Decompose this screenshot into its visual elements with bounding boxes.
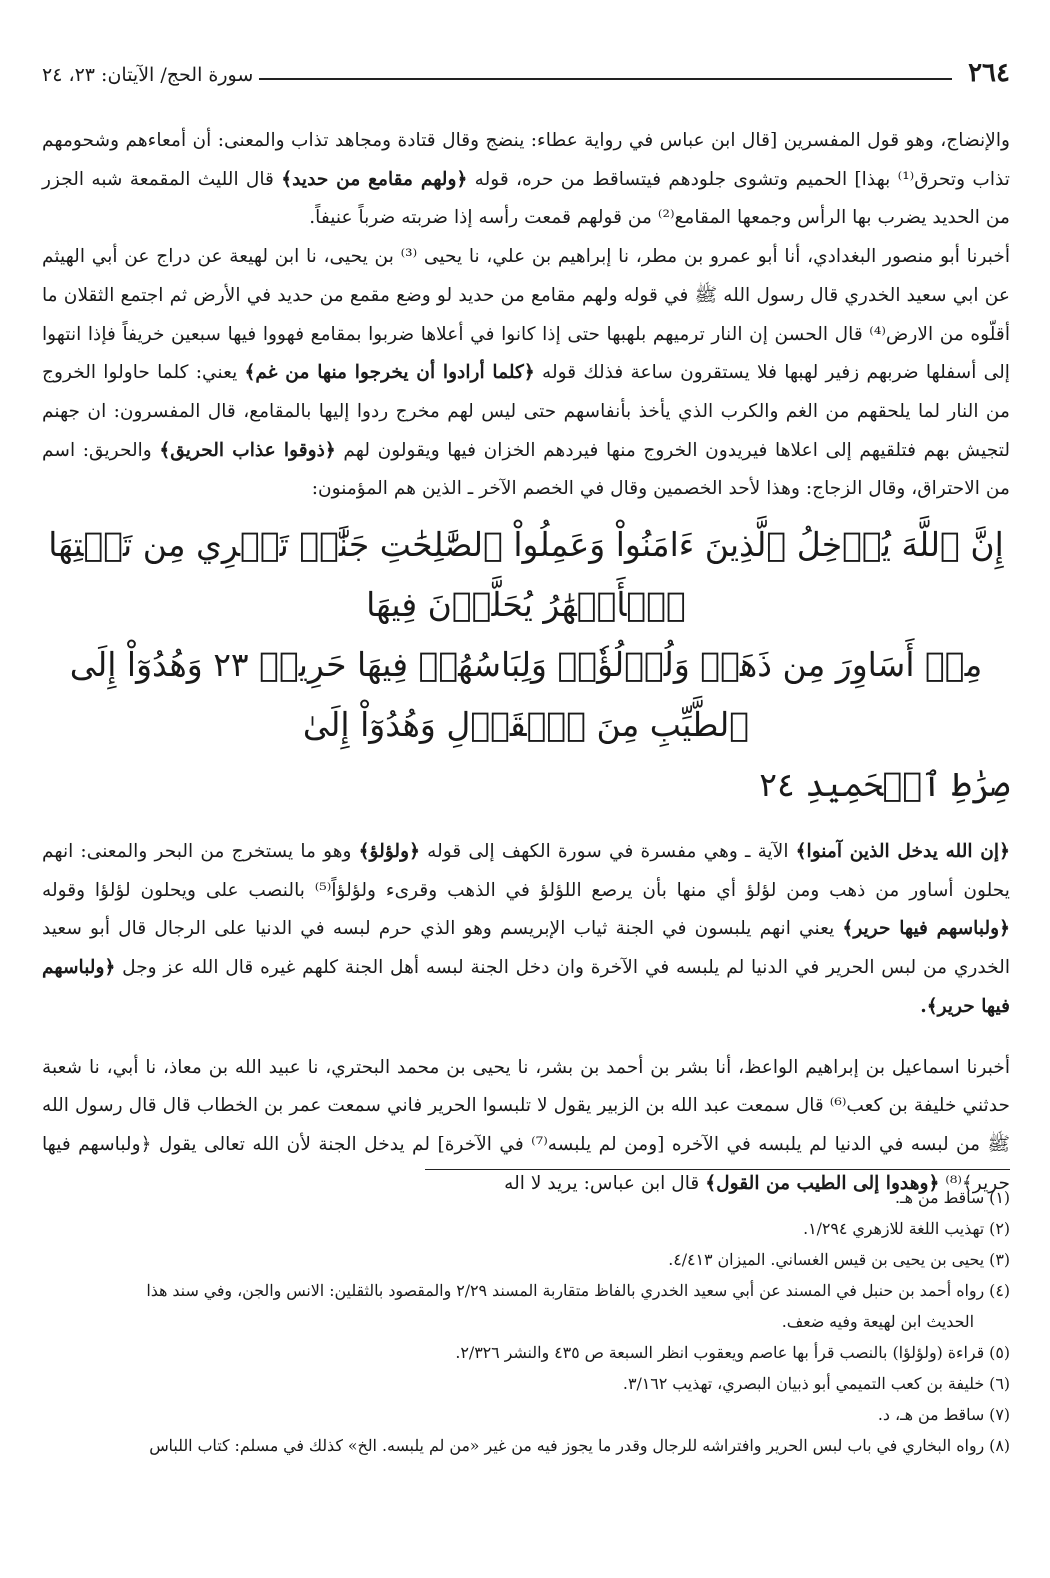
quran-verse	[42, 515, 1010, 815]
footnote-separator	[425, 1169, 1010, 1170]
verse-line-1: إِنَّ ٱللَّهَ يُدۡخِلُ ٱلَّذِينَ ءَامَنُواْ وَعَمِلُواْ ٱلصَّٰلِحَٰتِ جَنَّٰتٖ تَجۡرِي مِن تَحۡتِهَا ٱلۡأَنۡهَٰرُ يُحَلَّوۡنَ فِيهَا	[48, 525, 1004, 625]
p3-quote-3: ﴿ولباسهم فيها حرير﴾	[842, 918, 1010, 940]
p2-quote-1: ﴿كلما أرادوا أن يخرجوا منها من غم﴾	[244, 362, 535, 384]
paragraph-4	[42, 1049, 1010, 1204]
footnote-2: (٢) تهذيب اللغة للازهري ١/٢٩٤.	[803, 1219, 1010, 1238]
footnote-7: (٧) ساقط من هـ، د.	[877, 1405, 1010, 1424]
verse-line-2: مِنۡ أَسَاوِرَ مِن ذَهَبٖ وَلُؤۡلُؤٗاۖ وَلِبَاسُهُمۡ فِيهَا حَرِيرٞ ٢٣ وَهُدُوٓاْ إِلَى ٱلطَّيِّبِ مِنَ ٱلۡقَوۡلِ وَهُدُوٓاْ إِلَىٰ	[69, 645, 983, 745]
footnote-3: (٣) يحيى بن يحيى بن قيس الغساني. الميزان ٤/٤١٣.	[668, 1250, 1010, 1269]
p4-text-b: قال ابن عباس: يريد لا اله	[504, 1172, 700, 1194]
p4-text: أخبرنا اسماعيل بن إبراهيم الواعظ، أنا بشر بن أحمد بن بشر، نا يحيى بن محمد البحتري، نا عبيد الله بن معاذ، نا أبي، نا شعبة حدثني خليفة بن كعب⁽⁶⁾ قال سمعت عبد الله بن الزبير يقول لا تلبسوا الحرير فاني سمعت عمر بن الخطاب قال قال رسول الله ﷺ من لبسه في الدنيا لم يلبسه في الآخره [ومن لم يلبسه⁽⁷⁾ في الآخرة] لم يدخل الجنة لأن الله تعالى يقول ﴿ولباسهم فيها حرير﴾⁽⁸⁾	[42, 1056, 1010, 1194]
p3-text-c: يعني انهم يلبسون في الجنة ثياب الإبريسم وهو الذي حرم لبسه في الدنيا على الرجال قال أبو سعيد الخدري من لبس الحرير في الدنيا لم يلبسه في الآخرة وان دخل الجنة لبسه أهل الجنة كلهم غيره قال الله عز وجل	[42, 918, 1010, 979]
footnote-8: (٨) رواه البخاري في باب لبس الحرير وافتراشه للرجال وقدر ما يجوز فيه من غير «من لم يلبسه. الخ» كذلك في مسلم: كتاب اللباس	[149, 1436, 1010, 1455]
p2-text-b: يعني: كلما حاولوا الخروج من النار لما يلحقهم من الغم والكرب الذي يأخذ بأنفاسهم حتى ليس لهم مخرج ردوا إليها بالمقامع، قال المفسرون: ان جهنم لتجيش بهم فتلقيهم إلى اعلاها فيريدون الخروج منها فيردهم الخزان فيها ويقولون لهم	[42, 362, 1010, 461]
main-text	[42, 122, 1010, 1203]
p3-text-b: وهو ما يستخرج من البحر والمعنى: انهم يحلون أساور من ذهب ومن لؤلؤ أي منها بأن يرصع اللؤلؤ في الذهب وقرىء ولؤلؤاً⁽⁵⁾ بالنصب على ويحلون لؤلؤا وقوله	[42, 841, 1010, 901]
footnotes	[42, 1182, 1010, 1461]
p1-text: والإنضاج، وهو قول المفسرين [قال ابن عباس في رواية عطاء: ينضج وقال قتادة ومجاهد تذاب والمعنى: أن أمعاءهم وشحومهم تذاب وتحرق⁽¹⁾ بهذا] الحميم وتشوى جلودهم فيتساقط من حره، قوله	[42, 130, 1010, 190]
p4-quote-1: ﴿وهدوا إلى الطيب من القول﴾	[705, 1172, 940, 1194]
p3-text-a: الآية ـ وهي مفسرة في سورة الكهف إلى قوله	[427, 841, 789, 863]
footnote-1: (١) ساقط من هـ.	[895, 1188, 1010, 1207]
p3-quote-4: ﴿ولباسهم فيها حرير﴾.	[42, 957, 1010, 1017]
p2-quote-2: ﴿ذوقوا عذاب الحريق﴾	[159, 439, 336, 461]
page-header	[42, 54, 1010, 88]
p3-quote-1: ﴿إن الله يدخل الذين آمنوا﴾	[795, 841, 1010, 863]
verse-line-3: صِرَٰطِ ٱلۡحَمِيدِ ٢٤	[759, 765, 1010, 805]
p2-text: أخبرنا أبو منصور البغدادي، أنا أبو عمرو بن مطر، نا إبراهيم بن علي، نا يحيى ⁽³⁾ بن يحيى، نا ابن لهيعة عن دراج عن أبي الهيثم عن ابي سعيد الخدري قال رسول الله ﷺ في قوله ولهم مقامع من حديد لو وضع مقمع من حديد في الأرض ثم اجتمع الثقلان ما أقلّوه من الارض⁽⁴⁾ قال الحسن إن النار ترميهم بلهبها حتى إذا كانوا في أعلاها ضربوا بمقامع فهووا فيها سبعين خريفاً فإذا انتهوا إلى أسفلها ضربهم زفير لهبها فلا يستقرون ساعة فذلك قوله	[42, 246, 1010, 384]
footnote-4-continued: الحديث ابن لهيعة وفيه ضعف.	[781, 1312, 974, 1331]
p3-quote-2: ﴿ولؤلؤ﴾	[358, 841, 420, 863]
page-number: ٢٦٤	[968, 58, 1010, 88]
footnote-4: (٤) رواه أحمد بن حنبل في المسند عن أبي سعيد الخدري بالفاظ متقاربة المسند ٢/٢٩ والمقصود بالثقلين: الانس والجن، وفي سند هذا	[146, 1281, 1010, 1300]
running-title: سورة الحج/ الآيتان: ٢٣، ٢٤	[42, 64, 254, 86]
paragraph-3	[42, 833, 1010, 1027]
footnote-6: (٦) خليفة بن كعب التميمي أبو ذبيان البصري، تهذيب ٣/١٦٢.	[622, 1374, 1010, 1393]
book-page	[42, 0, 1010, 1578]
p2-text-c: والحريق: اسم من الاحتراق، وقال الزجاج: وهذا لأحد الخصمين وقال في الخصم الآخر ـ الذين هم المؤمنون:	[42, 439, 1010, 500]
paragraph-2	[42, 238, 1010, 509]
p1-quote-1: ﴿ولهم مقامع من حديد﴾	[281, 168, 468, 190]
footnote-5: (٥) قراءة (ولؤلؤا) بالنصب قرأ بها عاصم ويعقوب انظر السبعة ص ٤٣٥ والنشر ٢/٣٢٦.	[455, 1343, 1010, 1362]
p1-text-b: قال الليث المقمعة شبه الجزر من الحديد يضرب بها الرأس وجمعها المقامع⁽²⁾ من قولهم قمعت رأسه إذا ضربته ضرباً عنيفاً.	[42, 168, 1010, 229]
header-rule	[259, 78, 952, 80]
paragraph-1	[42, 122, 1010, 238]
